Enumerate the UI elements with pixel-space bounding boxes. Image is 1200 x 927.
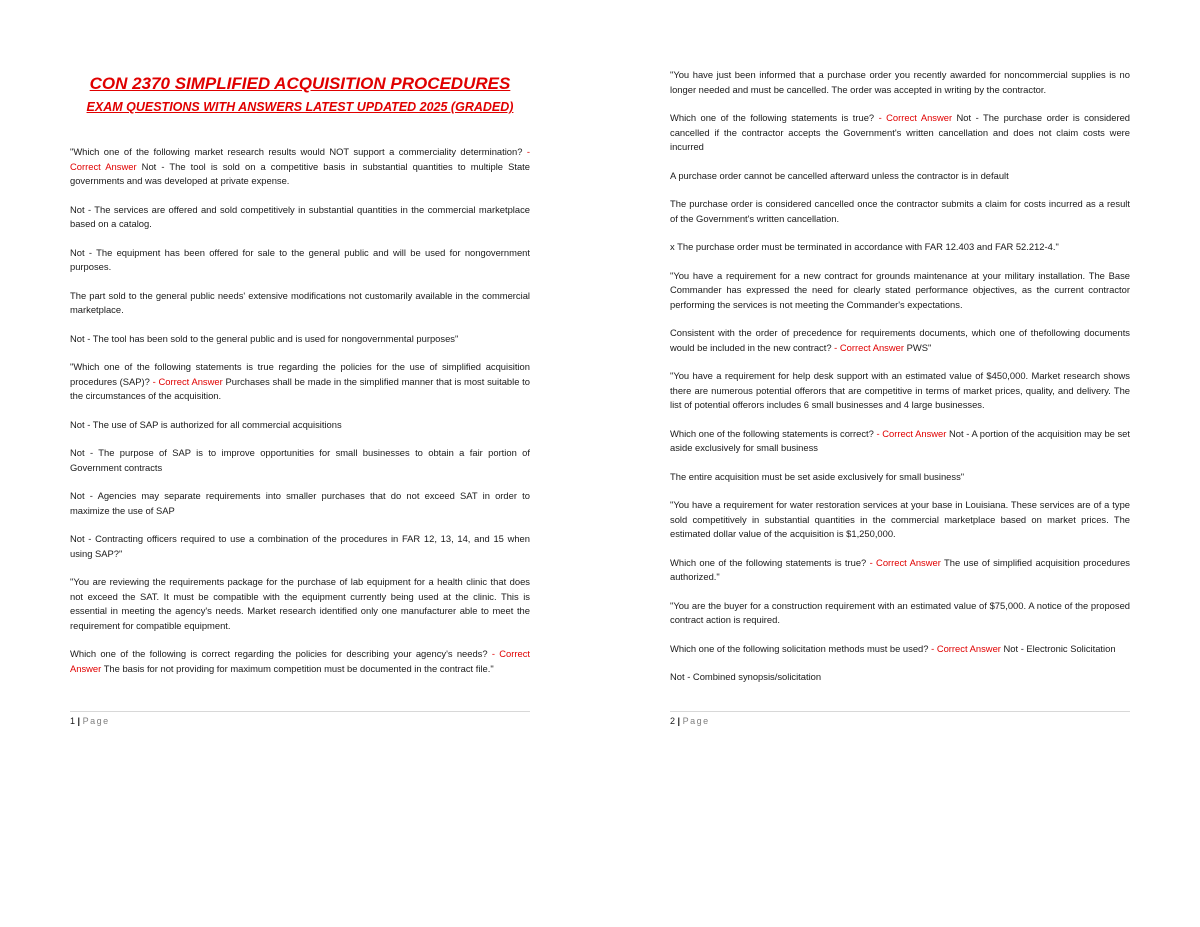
paragraph-text: "You have a requirement for help desk support with an estimated value of $450,000. Market research shows there are numerous potential offerors that are competitive in terms of market prices, quality, and delivery. The list of potential offerors includes 6 small businesses and 4 large businesses. [670, 370, 1130, 410]
answer-text: Not - A portion of the acquisition may be set aside exclusively for small business [670, 427, 1131, 453]
paragraph [670, 68, 1130, 97]
paragraph-text: Not - Combined synopsis/solicitation [670, 671, 822, 682]
paragraph-text: The entire acquisition must be set aside exclusively for small business" [670, 470, 965, 482]
page-1-paragraphs [70, 145, 530, 676]
paragraph-text: The part sold to the general public needs' extensive modifications not customarily available in the commercial marketplace. [70, 289, 530, 315]
page-number: 2 [670, 716, 676, 726]
paragraph-text: Not - The tool has been sold to the general public and is used for nongovernmental purposes" [70, 332, 459, 344]
correct-answer-label: - Correct Answer [876, 427, 947, 439]
paragraph [670, 369, 1130, 413]
page-label: Page [82, 716, 110, 726]
correct-answer-label: - Correct Answer [70, 146, 530, 172]
paragraph [670, 169, 1130, 184]
paragraph [670, 470, 1130, 485]
paragraph [70, 647, 530, 676]
paragraph [70, 332, 530, 347]
page-separator: | [77, 716, 81, 726]
paragraph [670, 326, 1130, 355]
paragraph [70, 289, 530, 318]
paragraph [70, 145, 530, 189]
paragraph [670, 599, 1130, 628]
paragraph-text: Which one of the following statements is true? [670, 112, 879, 123]
page-2-paragraphs [670, 68, 1130, 685]
answer-text: Purchases shall be made in the simplified manner that is most suitable to the circumstances of the acquisition. [70, 375, 530, 401]
paragraph [670, 498, 1130, 542]
paragraph [70, 360, 530, 404]
paragraph [670, 240, 1130, 255]
paragraph-text: A purchase order cannot be cancelled afterward unless the contractor is in default [670, 169, 1009, 181]
document-subtitle: EXAM QUESTIONS WITH ANSWERS LATEST UPDATED 2025 (GRADED) [86, 100, 514, 114]
answer-text: Not - Electronic Solicitation [1000, 642, 1116, 654]
paragraph-text: Not - Contracting officers required to use a combination of the procedures in FAR 12, 13, 14, and 15 when using SAP?" [70, 533, 530, 559]
page-1-footer [70, 711, 530, 726]
paragraph-text: The purchase order is considered cancelled once the contractor submits a claim for costs incurred as a result of the Government's written cancellation. [670, 198, 1130, 224]
correct-answer-label: - Correct Answer [869, 556, 941, 568]
paragraph-text: "You are reviewing the requirements package for the purchase of lab equipment for a health clinic that does not exceed the SAT. It must be compatible with the equipment currently being used at the clinic. This is essential in meeting the agency's needs. Market research identified only one manufacturer able to meet the requirement for compatible equipment. [70, 576, 530, 631]
paragraph-text: "You have a requirement for a new contract for grounds maintenance at your military installation. The Base Commander has expressed the need for clearly stated performance objectives, as the current contractor performing the services is not meeting the Commander's expectations. [670, 269, 1130, 310]
paragraph-text: Which one of the following statements is correct? [670, 427, 877, 439]
paragraph [70, 446, 530, 475]
correct-answer-label: - Correct Answer [931, 642, 1001, 654]
correct-answer-label: - Correct Answer [834, 341, 904, 353]
paragraph-text: "You have just been informed that a purchase order you recently awarded for noncommercial supplies is no longer needed and must be cancelled. The order was accepted in writing by the contractor. [670, 69, 1130, 95]
paragraph [670, 269, 1130, 313]
answer-text: The basis for not providing for maximum competition must be documented in the contract file." [101, 662, 494, 674]
paragraph-text: Which one of the following statements is true? [670, 556, 870, 568]
page-separator: | [677, 716, 681, 726]
paragraph [670, 427, 1130, 456]
page-1-content [70, 74, 530, 690]
paragraph [70, 418, 530, 433]
paragraph-text: "You are the buyer for a construction requirement with an estimated value of $75,000. A notice of the proposed contract action is required. [670, 599, 1130, 625]
paragraph-text: "Which one of the following statements is true regarding the policies for the use of simplified acquisition procedures (SAP)? [70, 361, 530, 387]
answer-text: PWS" [903, 341, 932, 353]
paragraph-text: Not - The use of SAP is authorized for all commercial acquisitions [70, 418, 342, 430]
paragraph-text: Not - The equipment has been offered for sale to the general public and will be used for nongovernment purposes. [70, 246, 530, 272]
paragraph [670, 197, 1130, 226]
paragraph [70, 489, 530, 518]
paragraph-text: Which one of the following is correct regarding the policies for describing your agency's needs? [70, 648, 492, 659]
paragraph [70, 203, 530, 232]
paragraph-text: x The purchase order must be terminated in accordance with FAR 12.403 and FAR 52.212-4." [670, 241, 1059, 252]
paragraph [70, 575, 530, 633]
paragraph-text: Not - The services are offered and sold competitively in substantial quantities in the commercial marketplace based on a catalog. [70, 203, 530, 229]
page-2-footer [670, 711, 1130, 726]
paragraph-text: Not - The purpose of SAP is to improve opportunities for small businesses to obtain a fair portion of Government contracts [70, 447, 530, 473]
document-title: CON 2370 SIMPLIFIED ACQUISITION PROCEDURES [89, 74, 511, 93]
paragraph [670, 642, 1130, 657]
page-number: 1 [70, 716, 76, 726]
correct-answer-label: - Correct Answer [70, 648, 530, 674]
paragraph-text: "You have a requirement for water restoration services at your base in Louisiana. These services are of a type sold competitively in substantial quantities in the commercial marketplace based on market prices. The estimated dollar value of the acquisition is $1,250,000. [670, 499, 1130, 539]
answer-text: Not - The tool is sold on a competitive basis in substantial quantities to multiple State governments and was developed at private expense. [70, 160, 530, 186]
document-page-2 [600, 0, 1200, 927]
page-2-content [670, 68, 1130, 699]
paragraph-text: Which one of the following solicitation methods must be used? [670, 642, 932, 654]
paragraph-text: "Which one of the following market research results would NOT support a commerciality determination? [70, 146, 527, 157]
page-label: Page [682, 716, 710, 726]
paragraph [70, 246, 530, 275]
paragraph [70, 532, 530, 561]
answer-text: Not - The purchase order is considered cancelled if the contractor accepts the Government's written cancellation and does not claim costs were incurred [670, 112, 1131, 152]
paragraph [670, 670, 1130, 685]
paragraph-text: Not - Agencies may separate requirements into smaller purchases that do not exceed SAT in order to maximize the use of SAP [70, 490, 530, 516]
correct-answer-label: - Correct Answer [152, 375, 223, 387]
answer-text: The use of simplified acquisition procedures authorized." [670, 556, 1130, 582]
correct-answer-label: - Correct Answer [878, 112, 953, 123]
paragraph [670, 556, 1130, 585]
paragraph-text: Consistent with the order of precedence for requirements documents, which one of thefollowing documents would be included in the new contract? [670, 327, 1130, 353]
paragraph [670, 111, 1130, 155]
